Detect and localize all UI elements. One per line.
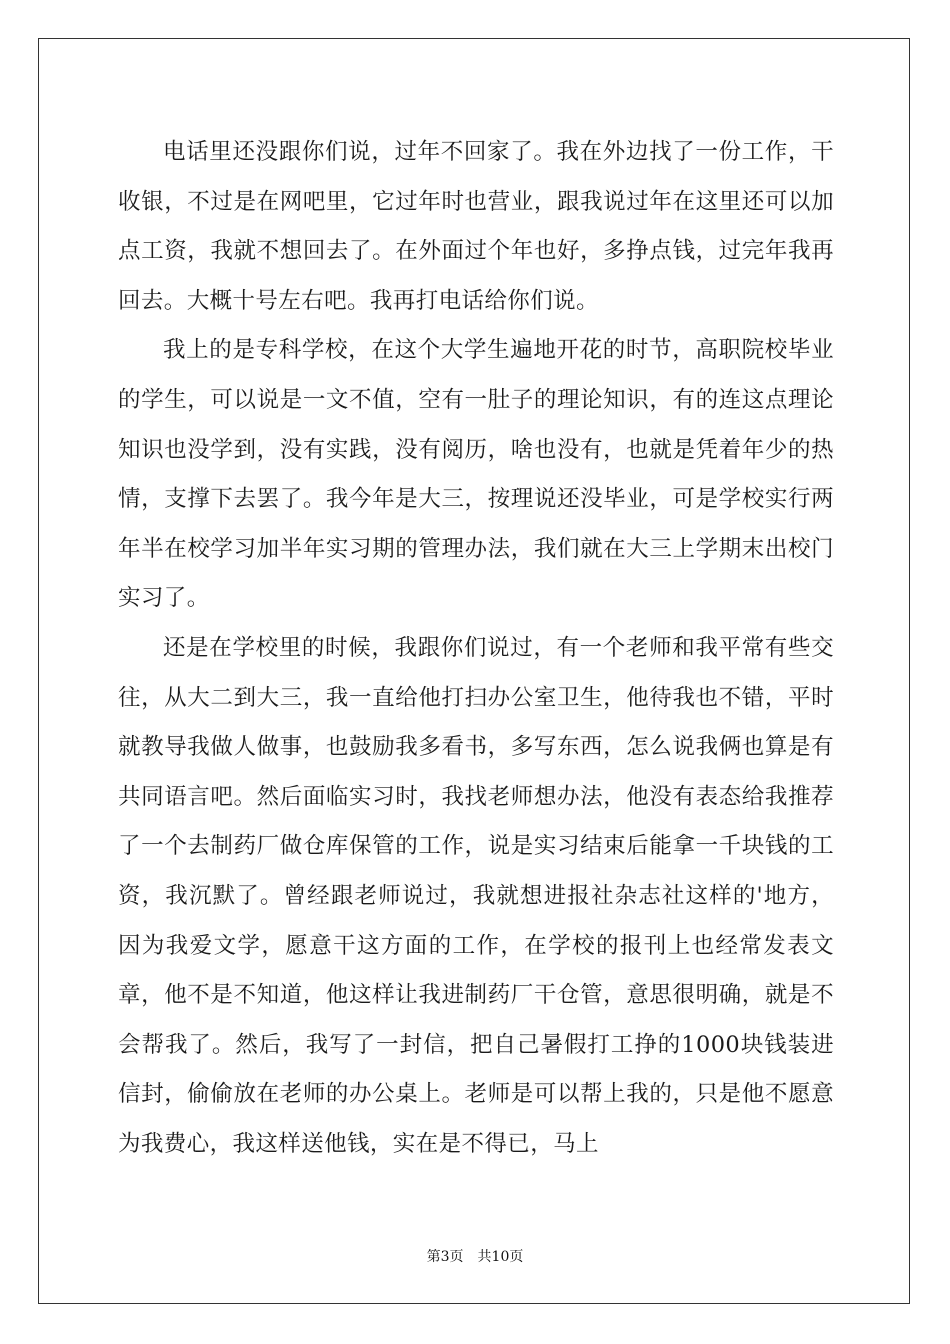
page-total: 共10页: [477, 1249, 524, 1265]
paragraph: 电话里还没跟你们说，过年不回家了。我在外边找了一份工作，干收银，不过是在网吧里，它过年时也营业，跟我说过年在这里还可以加点工资，我就不想回去了。在外面过个年也好，多挣点钱，过完年我再回去。大概十号左右吧。我再打电话给你们说。: [118, 139, 834, 314]
paragraph: 还是在学校里的时候，我跟你们说过，有一个老师和我平常有些交往，从大二到大三，我一直给他打扫办公室卫生，他待我也不错，平时就教导我做人做事，也鼓励我多看书，多写东西，怎么说我俩也算是有共同语言吧。然后面临实习时，我找老师想办法，他没有表态给我推荐了一个去制药厂做仓库保管的工作，说是实习结束后能拿一千块钱的工资，我沉默了。曾经跟老师说过，我就想进报社杂志社这样的'地方，因为我爱文学，愿意干这方面的工作，在学校的报刊上也经常发表文章，他不是不知道，他这样让我进制药厂干仓管，意思很明确，就是不会帮我了。然后，我写了一封信，把自己暑假打工挣的1000块钱装进信封，偷偷放在老师的办公桌上。老师是可以帮上我的，只是他不愿意为我费心，我这样送他钱，实在是不得已，马上: [118, 634, 834, 1157]
page-footer: [0, 1246, 950, 1266]
document-body: [118, 128, 834, 1169]
paragraph: 我上的是专科学校，在这个大学生遍地开花的时节，高职院校毕业的学生，可以说是一文不值，空有一肚子的理论知识，有的连这点理论知识也没学到，没有实践，没有阅历，啥也没有，也就是凭着年少的热情，支撑下去罢了。我今年是大三，按理说还没毕业，可是学校实行两年半在校学习加半年实习期的管理办法，我们就在大三上学期末出校门实习了。: [118, 337, 834, 612]
page-number: 第3页: [426, 1249, 464, 1265]
